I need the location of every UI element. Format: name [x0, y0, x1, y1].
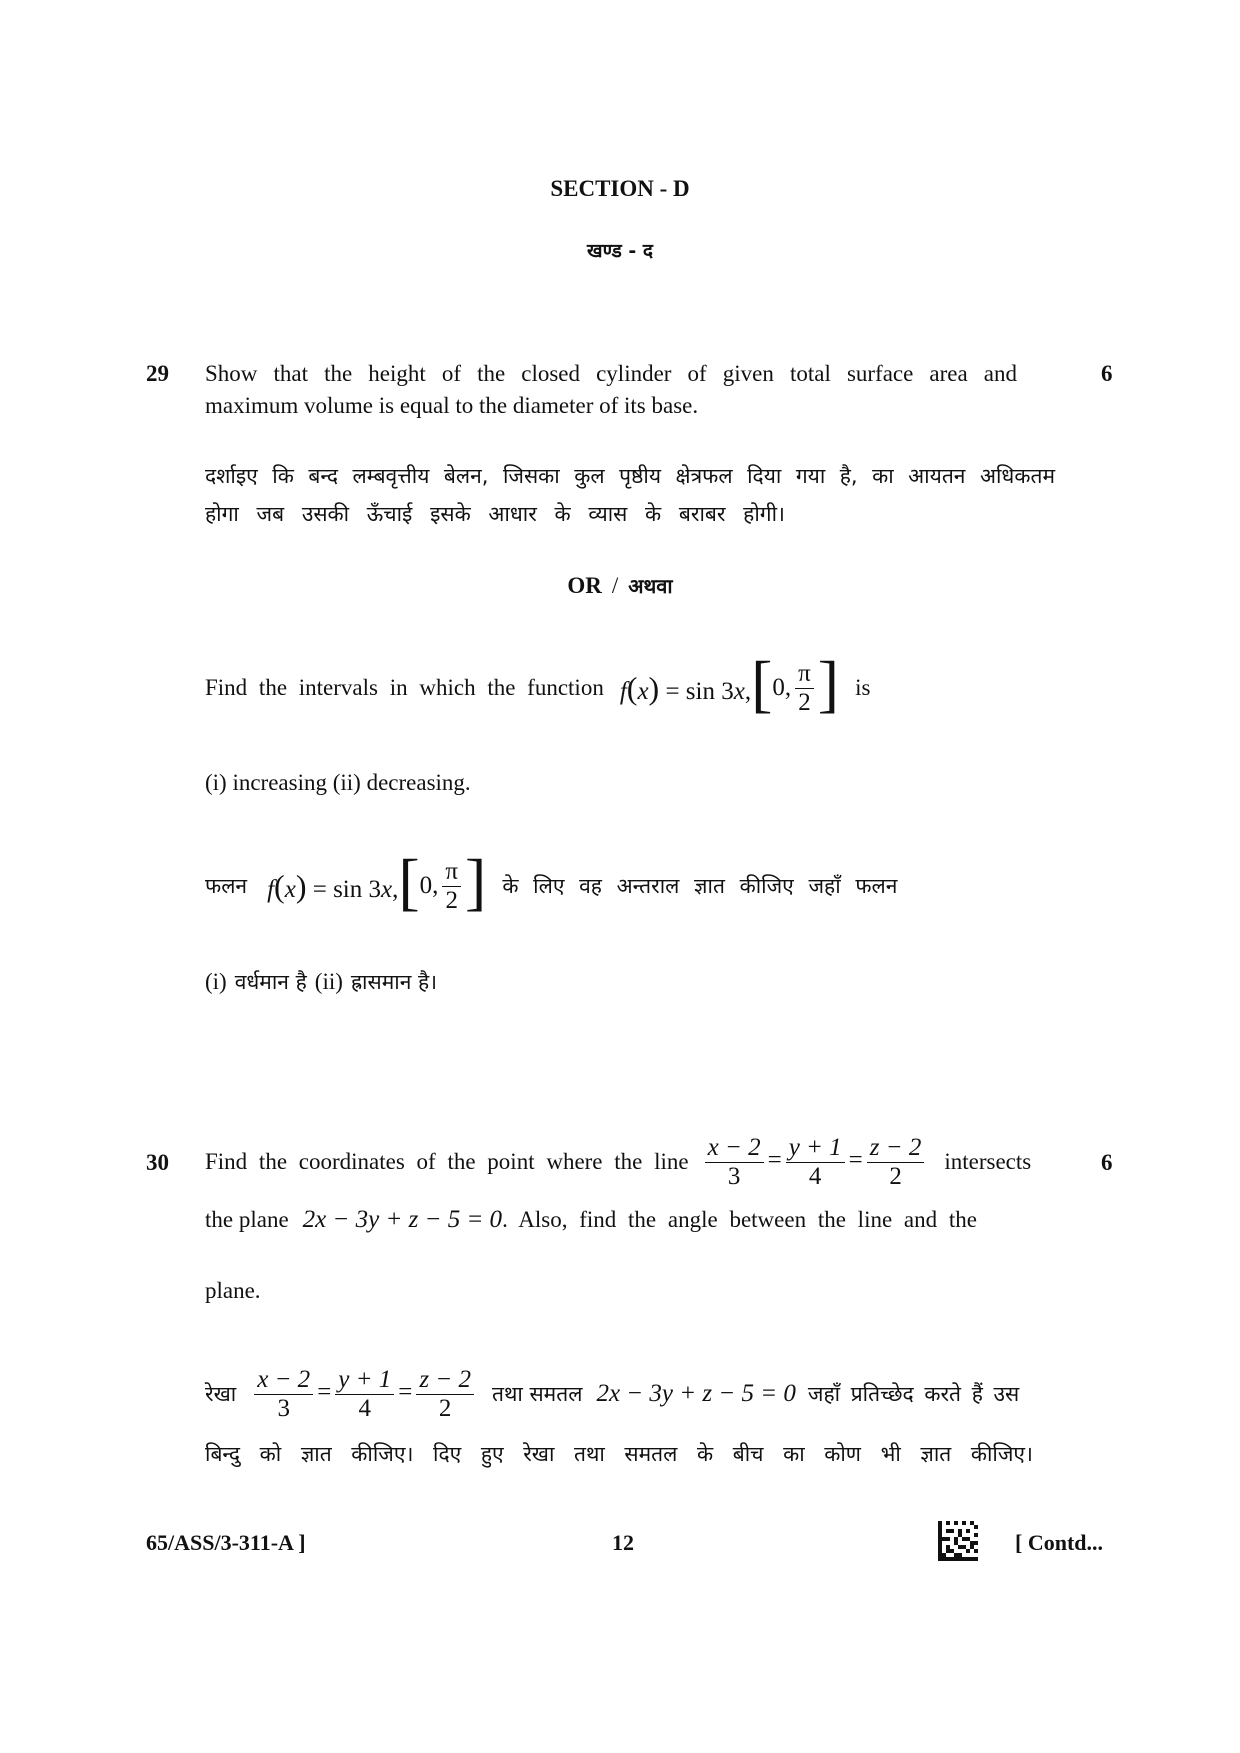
- line-equation: $\frac{x - 2}{3}$ = $\frac{y + 1}{4}$ = $\frac{z - 2}{2}$: [701, 1134, 929, 1190]
- interval-start: 0,: [419, 872, 439, 899]
- alt-question-parts-hi: [205, 968, 437, 996]
- or-slash: /: [611, 572, 619, 598]
- page-number: 12: [612, 1530, 634, 1555]
- question-text-hi: होगा जब उसकी ऊँचाई इसके आधार के व्यास के बराबर होगी।: [205, 502, 785, 526]
- question-text-hi-mid: तथा समतल: [491, 1382, 583, 1406]
- question-text-hi-suffix: जहाँ प्रतिच्छेद करते हैं उस: [807, 1382, 1020, 1406]
- function-expression: f(x) = sin 3x,: [267, 867, 399, 904]
- question-text-suffix: intersects: [944, 1149, 1032, 1174]
- question-marks: 6: [1101, 1150, 1113, 1175]
- question-text-hi: दर्शाइए कि बन्द लम्बवृत्तीय बेलन, जिसका कुल पृष्ठीय क्षेत्रफल दिया गया है, का आयतन अधिकतम: [205, 464, 1055, 488]
- or-label-hi: अथवा: [628, 574, 673, 598]
- interval-bracket-open: [: [751, 648, 773, 719]
- alt-question-text: Find the intervals in which the function: [205, 675, 604, 700]
- or-label-en: OR: [567, 572, 602, 598]
- alt-question-hi-suffix: के लिए वह अन्तराल ज्ञात कीजिए जहाँ फलन: [502, 874, 898, 898]
- question-text-en: plane.: [205, 1278, 261, 1303]
- section-heading-en: SECTION - D: [550, 176, 690, 201]
- question-text-en: [205, 1120, 1031, 1204]
- alt-question-parts-en: (i) increasing (ii) decreasing.: [205, 770, 471, 795]
- interval-bracket-close: ]: [465, 846, 487, 917]
- interval-bracket-open: [: [398, 846, 420, 917]
- part-text: ह्रासमान है।: [350, 970, 438, 994]
- continued-label: [ Contd...: [1015, 1530, 1104, 1555]
- line-equation: $\frac{x - 2}{3}$ = $\frac{y + 1}{4}$ = $\frac{z - 2}{2}$: [250, 1366, 478, 1422]
- function-expression: f(x) = sin 3x,: [619, 669, 752, 706]
- interval-bracket-close: ]: [817, 648, 840, 719]
- alt-question-en: [205, 648, 870, 728]
- qr-code-icon: [938, 1521, 978, 1561]
- question-text-en: Show that the height of the closed cylinder of given total surface area and: [205, 361, 1017, 386]
- question-number: 29: [146, 361, 169, 386]
- question-text-hi-prefix: रेखा: [205, 1382, 237, 1406]
- plane-equation: 2x − 3y + z − 5 = 0: [596, 1380, 796, 1407]
- alt-question-hi: [205, 846, 897, 926]
- alt-question-suffix: is: [855, 675, 871, 700]
- or-separator: [0, 572, 1240, 599]
- question-text-hi: बिन्दु को ज्ञात कीजिए। दिए हुए रेखा तथा समतल के बीच का कोण भी ज्ञात कीजिए।: [205, 1442, 1033, 1466]
- question-marks: 6: [1101, 361, 1113, 386]
- section-heading-hi: खण्ड - द: [587, 240, 653, 262]
- part-label: (ii): [314, 969, 343, 994]
- part-text: वर्धमान है: [234, 970, 307, 994]
- part-label: (i): [205, 969, 227, 994]
- question-text: . Also, find the angle between the line and the: [502, 1207, 977, 1232]
- plane-equation: 2x − 3y + z − 5 = 0: [302, 1206, 503, 1233]
- interval-end-fraction: $\frac{\pi}{2}$: [795, 660, 814, 716]
- interval-end-fraction: $\frac{\pi}{2}$: [442, 858, 461, 914]
- paper-code: 65/ASS/3-311-A ]: [146, 1530, 306, 1555]
- question-text: the plane: [205, 1207, 289, 1232]
- question-text-prefix: Find the coordinates of the point where the line: [205, 1149, 689, 1174]
- question-number: 30: [146, 1150, 169, 1175]
- question-text-en: [205, 1206, 977, 1234]
- interval-start: 0,: [772, 674, 792, 701]
- question-text-hi: [205, 1352, 1019, 1436]
- question-text-en: maximum volume is equal to the diameter of its base.: [205, 393, 699, 418]
- alt-question-hi-prefix: फलन: [205, 874, 248, 898]
